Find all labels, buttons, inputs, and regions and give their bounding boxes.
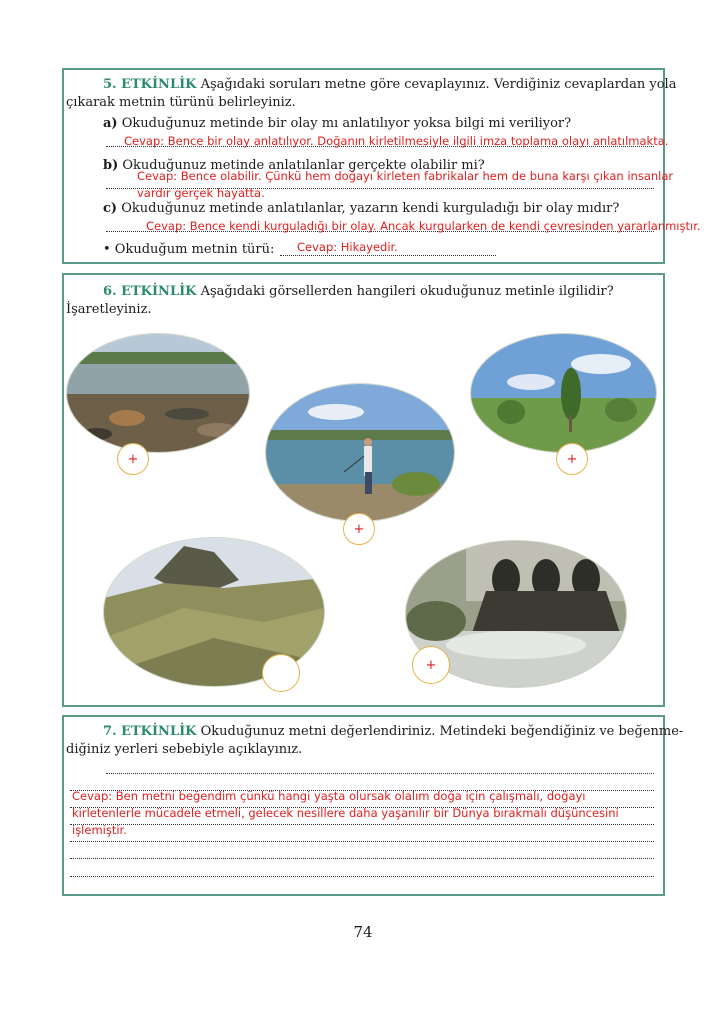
writing-line-7[interactable] bbox=[70, 876, 654, 877]
answer-a: Cevap: Bence bir olay anlatılıyor. Doğanın kirletilmesiyle ilgili imza toplama olayı anlatılmakta. bbox=[124, 134, 669, 148]
question-a: a) Okuduğunuz metinde bir olay mı anlatılıyor yoksa bilgi mi veriliyor? bbox=[103, 116, 572, 131]
question-b: b) Okuduğunuz metinde anlatılanlar gerçekte olabilir mi? bbox=[103, 158, 485, 173]
text-type-line[interactable] bbox=[280, 255, 496, 256]
activity-5-intro-line2: çıkarak metnin türünü belirleyiniz. bbox=[66, 95, 296, 110]
writing-line-4[interactable] bbox=[70, 824, 654, 825]
activity-6-intro-line1: 6. ETKİNLİK Aşağıdaki görsellerden hangileri okuduğunuz metinle ilgilidir? bbox=[103, 284, 614, 299]
activity-7-number: 7. ETKİNLİK bbox=[103, 724, 197, 739]
answer-c: Cevap: Bence kendi kurguladığı bir olay. Ancak kurgularken de kendi çevresinden yararlanmıştır. bbox=[146, 219, 701, 233]
activity-5-number: 5. ETKİNLİK bbox=[103, 77, 197, 92]
activity-7-intro-line1: 7. ETKİNLİK Okuduğunuz metni değerlendiriniz. Metindeki beğendiğiniz ve beğenme- bbox=[103, 724, 684, 739]
activity-7-answer-line3: işlemiştir. bbox=[72, 823, 127, 837]
writing-line-6[interactable] bbox=[70, 858, 654, 859]
writing-line-5[interactable] bbox=[70, 841, 654, 842]
activity-7-answer-line2: kirletenlerle mücadele etmeli, gelecek nesillere daha yaşanılır bir Dünya bırakmalı düşüncesini bbox=[72, 806, 619, 820]
checkbox-fisherman-lake[interactable]: + bbox=[343, 513, 375, 545]
answer-b-line2: vardır gerçek hayatta. bbox=[137, 186, 265, 200]
activity-7-answer-line1: Cevap: Ben metni beğendim çünkü hangi yaşta olursak olalım doğa için çalışmalı, doğayı bbox=[72, 789, 586, 803]
image-fisherman-lake bbox=[265, 383, 455, 522]
text-type-answer: Cevap: Hikayedir. bbox=[297, 240, 398, 254]
checkbox-sewage-pipes[interactable]: + bbox=[412, 646, 450, 684]
checkbox-green-trees[interactable]: + bbox=[556, 443, 588, 475]
activity-5-intro-line1: 5. ETKİNLİK Aşağıdaki soruları metne göre cevaplayınız. Verdiğiniz cevaplardan yola bbox=[103, 77, 677, 92]
activity-6-number: 6. ETKİNLİK bbox=[103, 284, 197, 299]
question-c: c) Okuduğunuz metinde anlatılanlar, yazarın kendi kurguladığı bir olay mıdır? bbox=[103, 201, 620, 216]
image-green-trees bbox=[470, 333, 657, 453]
checkbox-polluted-shore[interactable]: + bbox=[117, 443, 149, 475]
page-number: 74 bbox=[353, 923, 373, 941]
checkbox-rocky-mountain[interactable] bbox=[262, 654, 300, 692]
activity-7-intro-line2: diğiniz yerleri sebebiyle açıklayınız. bbox=[66, 742, 303, 757]
writing-line-1[interactable] bbox=[106, 773, 654, 774]
activity-6-intro-line2: İşaretleyiniz. bbox=[66, 302, 152, 317]
image-polluted-shore bbox=[66, 333, 250, 453]
answer-b-line1: Cevap: Bence olabilir. Çünkü hem doğayı kirleten fabrikalar hem de buna karşı çıkan insanlar bbox=[137, 169, 674, 183]
text-type-label: • Okuduğum metnin türü: bbox=[103, 242, 275, 257]
